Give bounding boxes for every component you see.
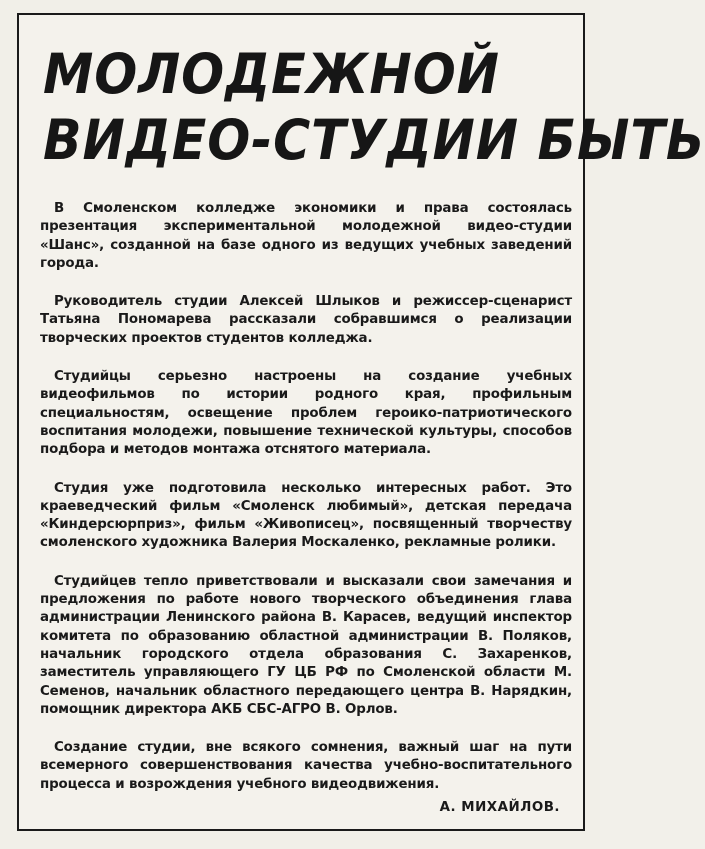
article-paragraph: Руководитель студии Алексей Шлыков и режиссер-сценарист Татьяна Пономарева рассказали собравшимся о реализации творческих проектов студентов колледжа. [40,294,572,346]
article-paragraph: В Смоленском колледже экономики и права состоялась презентация экспериментальной молодежной видео-студии «Шанс», созданной на базе одного из ведущих учебных заведений города. [40,201,572,271]
author-signature: А. МИХАЙЛОВ. [439,800,560,815]
headline-line-2: ВИДЕО-СТУДИИ БЫТЬ [43,108,705,172]
article-headline [43,41,705,173]
article-paragraph: Создание студии, вне всякого сомнения, важный шаг на пути всемерного совершенствования качества учебно-воспитательного процесса и возрождения учебного видеодвижения. [40,740,572,792]
article-paragraph: Студия уже подготовила несколько интересных работ. Это краеведческий фильм «Смоленск любимый», детская передача «Киндерсюрприз», фильм «Живописец», посвященный творчеству смоленского художника Валерия Москаленко, рекламные ролики. [40,480,572,551]
article-body [40,200,572,814]
article-paragraph: Студийцы серьезно настроены на создание учебных видеофильмов по истории родного края, профильным специальностям, освещение проблем героико-патриотического воспитания молодежи, повышение технической культуры, способов подбора и методов монтажа отснятого материала. [40,369,572,458]
headline-line-1: МОЛОДЕЖНОЙ [43,42,500,106]
article-paragraph: Студийцев тепло приветствовали и высказали свои замечания и предложения по работе нового творческого объединения глава администрации Ленинского района В. Карасев, ведущий инспектор комитета по образованию областной администрации В. Поляков, начальник городского отдела образования С. Захаренков, заместитель управляющего ГУ ЦБ РФ по Смоленской области М. Семенов, начальник областного передающего центра В. Нарядкин, помощник директора АКБ СБС-АГРО В. Орлов. [40,573,572,717]
